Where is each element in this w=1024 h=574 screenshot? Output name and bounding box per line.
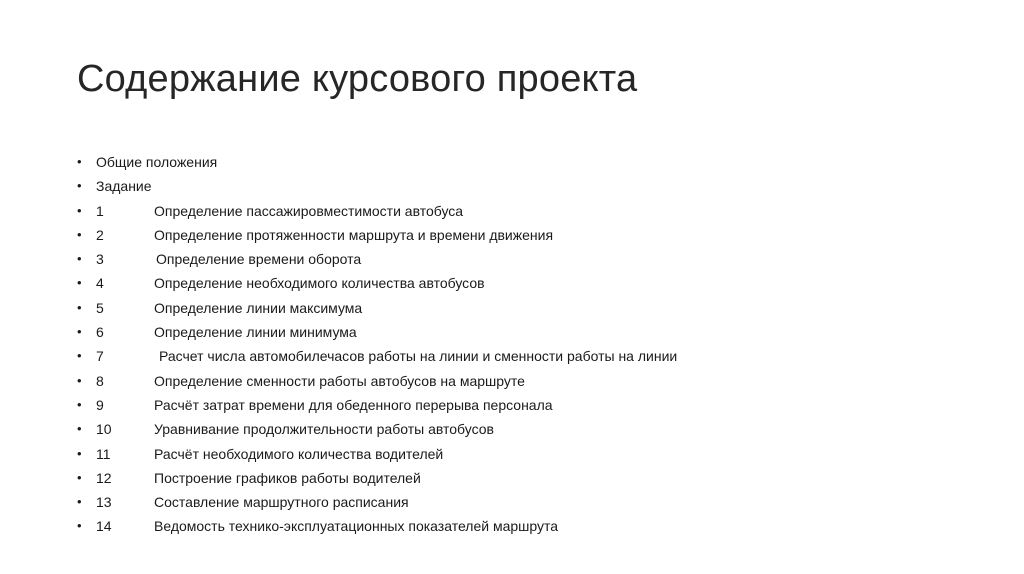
item-text: Построение графиков работы водителей bbox=[154, 469, 421, 486]
bullet-icon: • bbox=[77, 421, 82, 437]
bullet-icon: • bbox=[77, 372, 82, 388]
bullet-icon: • bbox=[77, 226, 82, 242]
bullet-icon: • bbox=[77, 518, 82, 534]
item-number: 13 bbox=[96, 494, 112, 511]
item-text: Расчёт затрат времени для обеденного перерыва персонала bbox=[154, 396, 553, 413]
bullet-icon: • bbox=[77, 396, 82, 412]
item-number: 8 bbox=[96, 372, 104, 389]
item-number: 3 bbox=[96, 251, 104, 268]
item-text: Расчет числа автомобилечасов работы на линии и сменности работы на линии bbox=[159, 348, 678, 365]
bullet-icon: • bbox=[77, 324, 82, 340]
bullet-icon: • bbox=[77, 469, 82, 485]
item-number: 14 bbox=[96, 518, 112, 535]
item-number: 1 bbox=[96, 202, 104, 219]
item-text: Расчёт необходимого количества водителей bbox=[154, 445, 444, 462]
bullet-icon: • bbox=[77, 154, 82, 169]
bullet-icon: • bbox=[77, 348, 82, 364]
item-text: Определение линии минимума bbox=[154, 324, 357, 341]
item-text: Определение сменности работы автобусов на маршруте bbox=[154, 372, 525, 389]
bullet-icon: • bbox=[77, 299, 82, 315]
item-text: Задание bbox=[96, 178, 152, 195]
item-text: Определение протяженности маршрута и времени движения bbox=[154, 226, 554, 243]
bullet-icon: • bbox=[77, 445, 82, 461]
bullet-icon: • bbox=[77, 251, 82, 267]
bullet-icon: • bbox=[77, 275, 82, 291]
item-text: Составление маршрутного расписания bbox=[154, 494, 409, 511]
item-text: Уравнивание продолжительности работы автобусов bbox=[154, 421, 494, 438]
item-text: Определение пассажировместимости автобуса bbox=[154, 202, 464, 219]
item-text: Определение времени оборота bbox=[156, 251, 362, 268]
bullet-icon: • bbox=[77, 494, 82, 510]
item-text: Определение линии максимума bbox=[154, 299, 363, 316]
item-text: Определение необходимого количества автобусов bbox=[154, 275, 485, 292]
item-number: 2 bbox=[96, 226, 104, 243]
bullet-icon: • bbox=[77, 178, 82, 194]
bullet-icon: • bbox=[77, 202, 82, 218]
item-number: 11 bbox=[96, 445, 111, 462]
item-number: 9 bbox=[96, 396, 104, 413]
slide-title: Содержание курсового проекта bbox=[77, 58, 638, 100]
item-number: 4 bbox=[96, 275, 104, 292]
item-number: 5 bbox=[96, 299, 104, 316]
item-text: Ведомость технико-эксплуатационных показателей маршрута bbox=[154, 518, 559, 535]
item-number: 10 bbox=[96, 421, 112, 438]
item-number: 7 bbox=[96, 348, 104, 365]
item-text: Общие положения bbox=[96, 154, 218, 170]
item-number: 6 bbox=[96, 324, 104, 341]
item-number: 12 bbox=[96, 469, 112, 486]
